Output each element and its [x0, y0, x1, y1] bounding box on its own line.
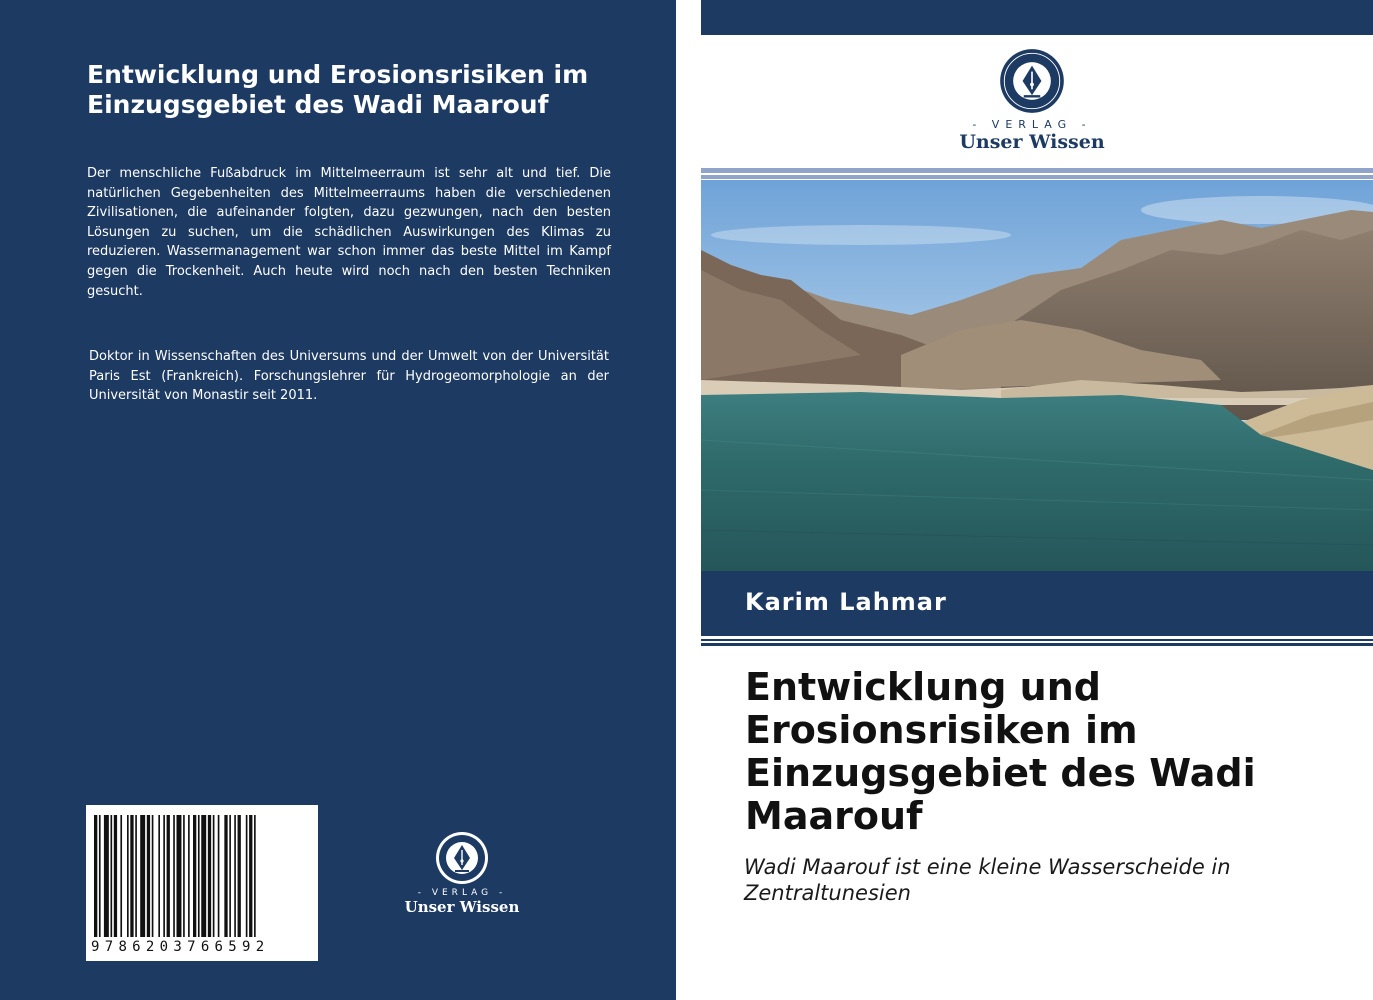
barcode-bar [147, 815, 150, 937]
author-name: Karim Lahmar [745, 588, 947, 616]
spine-gap [676, 0, 701, 1000]
barcode-bar [94, 815, 97, 937]
barcode-bar [163, 815, 165, 937]
barcode-bar [193, 815, 196, 937]
isbn-barcode [86, 805, 318, 961]
barcode-bar [249, 815, 252, 937]
barcode-bar [229, 815, 231, 937]
barcode-bar [111, 815, 113, 937]
divider-line [701, 643, 1373, 646]
landscape-image [701, 180, 1373, 571]
barcode-bar [218, 815, 220, 937]
logo-verlag-label: - VERLAG - [417, 888, 507, 898]
barcode-bar [201, 815, 206, 937]
decorative-stripe [701, 168, 1373, 173]
barcode-bar [152, 815, 154, 937]
barcode-bar [238, 815, 241, 937]
logo-verlag-label: - VERLAG - [972, 118, 1092, 131]
barcode-bars [86, 805, 318, 939]
back-cover-title: Entwicklung und Erosionsrisiken im Einzugsgebiet des Wadi Maarouf [87, 60, 589, 119]
book-subtitle: Wadi Maarouf ist eine kleine Wasserscheide in Zentraltunesien [744, 855, 1231, 905]
barcode-bar [246, 815, 248, 937]
barcode-bar [234, 815, 236, 937]
barcode-bar [158, 815, 160, 937]
barcode-bar [135, 815, 137, 937]
decorative-stripe [701, 175, 1373, 179]
barcode-bar [120, 815, 122, 937]
publisher-logo-back [402, 830, 522, 920]
fountain-pen-seal-icon [434, 830, 490, 886]
barcode-bar [177, 815, 182, 937]
barcode-bar [99, 815, 101, 937]
barcode-bar [127, 815, 129, 937]
barcode-bar [188, 815, 190, 937]
barcode-bar [254, 815, 256, 937]
barcode-bar [213, 815, 215, 937]
front-top-bar [701, 0, 1373, 35]
logo-brand-name: Unser Wissen [959, 131, 1105, 153]
book-title: Entwicklung und Erosionsrisiken im Einzugsgebiet des Wadi Maarouf [745, 665, 1256, 838]
back-cover [0, 0, 676, 1000]
logo-brand-name: Unser Wissen [404, 898, 520, 916]
barcode-bar [183, 815, 185, 937]
barcode-bar [140, 815, 145, 937]
barcode-bar [130, 815, 133, 937]
barcode-bar [104, 815, 109, 937]
barcode-bar [173, 815, 175, 937]
back-cover-blurb: Der menschliche Fußabdruck im Mittelmeerraum ist sehr alt und tief. Die natürlichen Gegebenheiten des Mittelmeerraums haben die verschiedenen Zivilisationen, die aufeinander folgten, dazu gezwungen, nach den besten Lösungen zu suchen, um die schädlichen Auswirkungen des Klimas zu reduzieren. Wassermanagement war schon immer das beste Mittel im Kampf gegen die Trockenheit. Auch heute wird noch nach den besten Techniken gesucht. [87, 166, 611, 299]
author-bio: Doktor in Wissenschaften des Universums und der Umwelt von der Universität Paris Est (Frankreich). Forschungslehrer für Hydrogeomorphologie an der Universität von Monastir seit 2011. [89, 349, 609, 404]
barcode-bar [114, 815, 117, 937]
barcode-bar [224, 815, 227, 937]
barcode-bar [198, 815, 200, 937]
cover-photo-lake-mountains [701, 180, 1373, 571]
front-cover [701, 0, 1373, 1000]
divider-line [701, 639, 1373, 641]
publisher-logo-front [937, 48, 1127, 158]
barcode-bar [208, 815, 211, 937]
fountain-pen-seal-icon [999, 48, 1065, 114]
isbn-digits: 9786203766592 [91, 939, 270, 955]
barcode-bar [167, 815, 170, 937]
